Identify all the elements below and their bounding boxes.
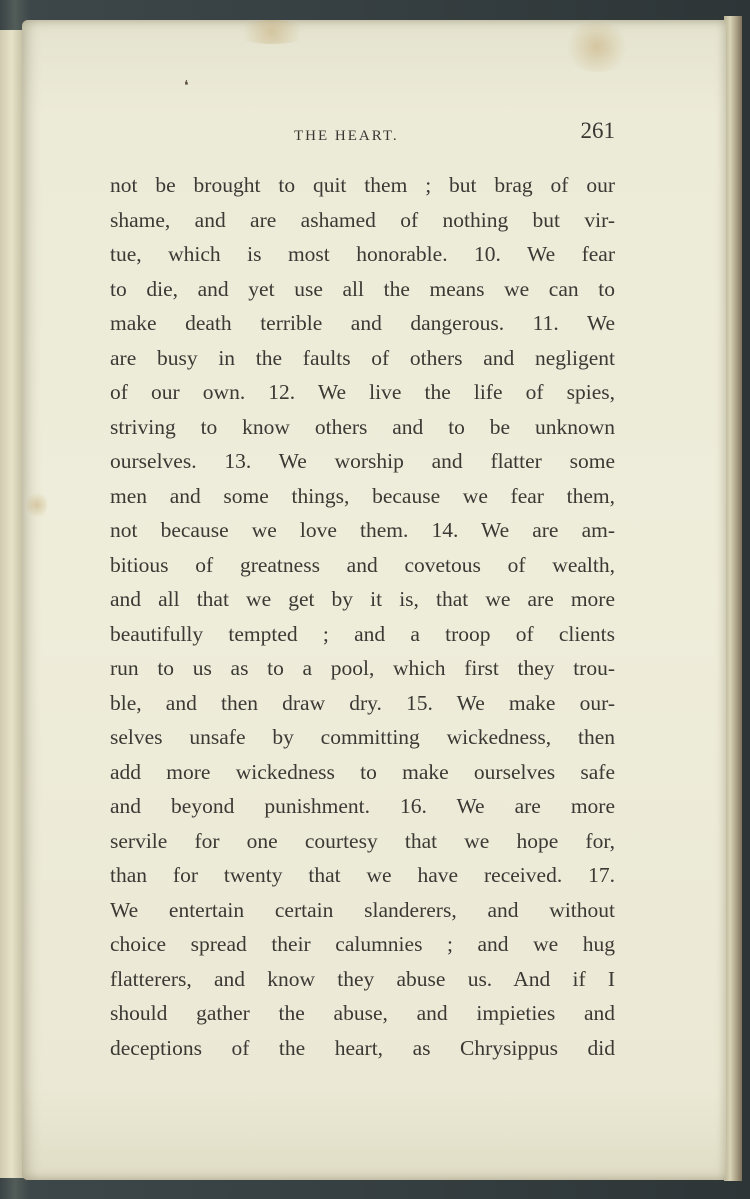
page-stack-edge (724, 16, 742, 1181)
text-line: striving to know others and to be unknown (110, 414, 615, 439)
text-line: run to us as to a pool, which first they trou- (110, 656, 615, 680)
text-line: bitious of greatness and covetous of wealth, (110, 552, 615, 577)
page-stain (27, 490, 47, 520)
text-line: selves unsafe by committing wickedness, then (110, 725, 615, 749)
text-line: than for twenty that we have received. 17. (110, 863, 615, 887)
text-line: servile for one courtesy that we hope for, (110, 828, 615, 853)
text-line: not be brought to quit them ; but brag of our (110, 173, 615, 197)
text-line: tue, which is most honorable. 10. We fear (110, 242, 615, 266)
text-line: to die, and yet use all the means we can to (110, 276, 615, 301)
text-line: We entertain certain slanderers, and without (110, 897, 615, 922)
text-line: ourselves. 13. We worship and flatter some (110, 449, 615, 473)
text-line: shame, and are ashamed of nothing but vir- (110, 207, 615, 232)
text-line: men and some things, because we fear them, (110, 483, 615, 508)
text-line: and beyond punishment. 16. We are more (110, 794, 615, 818)
text-line: ble, and then draw dry. 15. We make our- (110, 690, 615, 715)
text-line: choice spread their calumnies ; and we hug (110, 932, 615, 956)
page-number: 261 (580, 118, 615, 143)
text-line: add more wickedness to make ourselves safe (110, 759, 615, 784)
text-line: should gather the abuse, and impieties and (110, 1001, 615, 1025)
page-header (110, 116, 615, 150)
text-line: are busy in the faults of others and negligent (110, 345, 615, 370)
text-line: flatterers, and know they abuse us. And if I (110, 966, 615, 991)
text-line: and all that we get by it is, that we are more (110, 587, 615, 611)
text-line: beautifully tempted ; and a troop of clients (110, 621, 615, 646)
page-stain (562, 22, 632, 72)
page-stain (232, 20, 312, 44)
body-text (110, 168, 615, 1065)
text-line: make death terrible and dangerous. 11. We (110, 311, 615, 335)
ink-mark: ❛ (184, 79, 189, 94)
text-line: deceptions of the heart, as Chrysippus did (110, 1035, 615, 1060)
text-line: not because we love them. 14. We are am- (110, 518, 615, 542)
running-title: THE HEART. (294, 128, 399, 144)
text-line: of our own. 12. We live the life of spies, (110, 380, 615, 404)
